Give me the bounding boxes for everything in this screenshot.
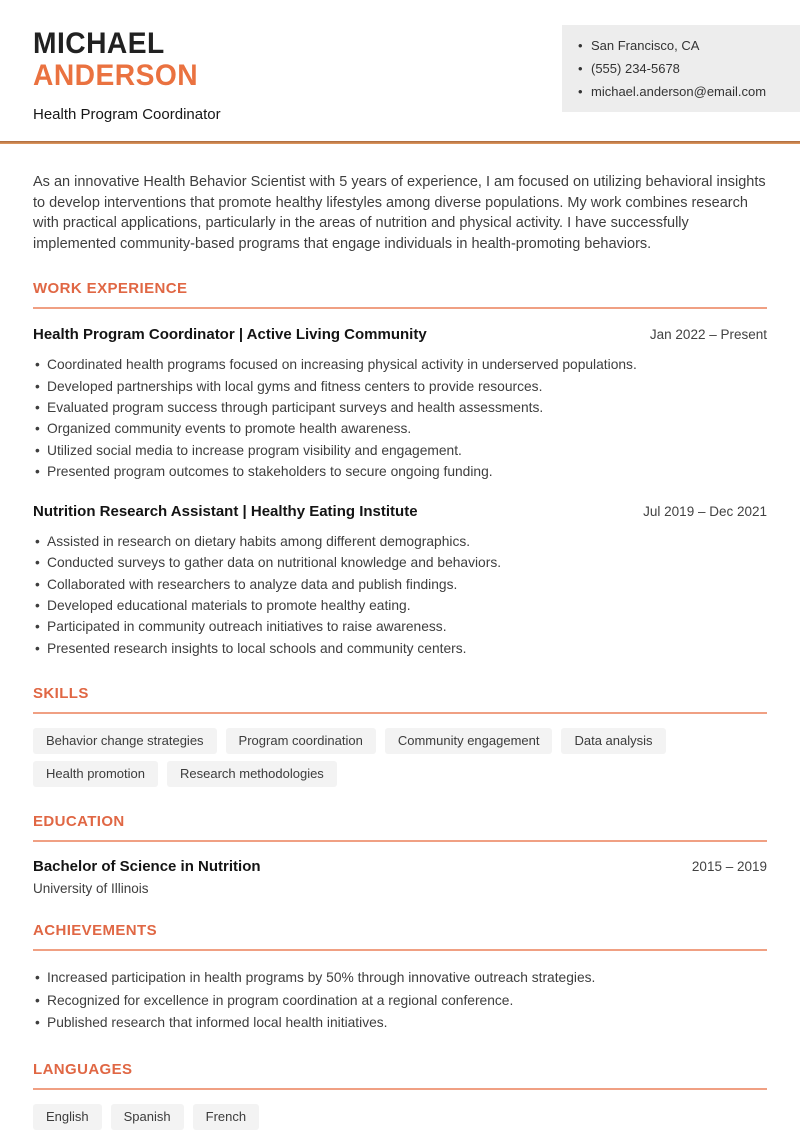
degree-title: Bachelor of Science in Nutrition [33,857,261,875]
work-experience-heading: WORK EXPERIENCE [33,280,188,298]
language-tag: Spanish [111,1104,184,1130]
section-divider [33,712,767,714]
job-header [33,326,767,343]
job-dates: Jul 2019 – Dec 2021 [643,504,767,520]
language-tag: English [33,1104,102,1130]
resume-body [0,172,800,1130]
language-tag: French [193,1104,259,1130]
achievements-heading: ACHIEVEMENTS [33,921,157,939]
section-divider [33,840,767,842]
skill-tag: Research methodologies [167,761,337,787]
job-title: Nutrition Research Assistant | Healthy Eating Institute [33,503,418,521]
job-bullet: • Conducted surveys to gather data on nutritional knowledge and behaviors. [33,552,767,573]
job-bullet: • Utilized social media to increase program visibility and engagement. [33,440,767,461]
job-bullet-list [33,354,767,482]
candidate-job-title: Health Program Coordinator [33,106,221,123]
achievement-bullet: • Increased participation in health programs by 50% through innovative outreach strategies. [33,967,767,990]
job-bullet: • Presented program outcomes to stakeholders to secure ongoing funding. [33,461,767,482]
section-divider [33,307,767,309]
job-bullet: • Assisted in research on dietary habits among different demographics. [33,531,767,552]
skill-tag: Behavior change strategies [33,728,217,754]
contact-email: • michael.anderson@email.com [578,80,786,103]
languages-heading: LANGUAGES [33,1060,133,1078]
job-entry [33,326,767,482]
achievements-list [33,967,767,1035]
education-entry [33,858,767,875]
contact-phone: • (555) 234-5678 [578,57,786,80]
job-bullet: • Evaluated program success through participant surveys and health assessments. [33,397,767,418]
job-bullet: • Organized community events to promote health awareness. [33,418,767,439]
skill-tag: Health promotion [33,761,158,787]
job-bullet: • Coordinated health programs focused on increasing physical activity in underserved populations. [33,354,767,375]
job-bullet: • Participated in community outreach initiatives to raise awareness. [33,616,767,637]
section-languages [33,1061,767,1130]
section-achievements [33,922,767,1035]
school-name: University of Illinois [33,880,149,896]
first-name: MICHAEL [33,27,165,60]
section-divider [33,1088,767,1090]
section-divider [33,949,767,951]
resume-header [0,0,800,141]
education-dates: 2015 – 2019 [691,858,767,874]
job-dates: Jan 2022 – Present [649,327,767,343]
section-education [33,813,767,896]
contact-list [578,34,786,103]
skills-tag-list [33,728,767,787]
contact-location: • San Francisco, CA [578,34,786,57]
job-bullet: • Developed partnerships with local gyms and fitness centers to provide resources. [33,376,767,397]
education-heading: EDUCATION [33,812,125,830]
skill-tag: Program coordination [226,728,376,754]
skill-tag: Community engagement [385,728,553,754]
section-skills [33,685,767,787]
last-name: ANDERSON [33,59,199,92]
header-divider [0,141,800,144]
skills-heading: SKILLS [33,684,89,702]
achievement-bullet: • Published research that informed local health initiatives. [33,1012,767,1035]
job-bullet: • Collaborated with researchers to analyze data and publish findings. [33,574,767,595]
job-header [33,503,767,520]
achievement-bullet: • Recognized for excellence in program coordination at a regional conference. [33,990,767,1013]
languages-tag-list [33,1104,767,1130]
section-work-experience [33,280,767,659]
summary-paragraph: As an innovative Health Behavior Scientist with 5 years of experience, I am focused on utilizing behavioral insights to develop interventions that promote healthy lifestyles among diverse populations. My work combines research with practical applications, particularly in the areas of nutrition and physical activity. I have successfully implemented community-based programs that engage individuals in health-promoting behaviors. [33,174,766,252]
job-bullet-list [33,531,767,659]
job-title: Health Program Coordinator | Active Living Community [33,326,427,344]
job-bullet: • Presented research insights to local schools and community centers. [33,638,767,659]
job-entry [33,503,767,659]
candidate-name [33,28,198,92]
job-bullet: • Developed educational materials to promote healthy eating. [33,595,767,616]
skill-tag: Data analysis [561,728,665,754]
contact-card [562,25,800,112]
